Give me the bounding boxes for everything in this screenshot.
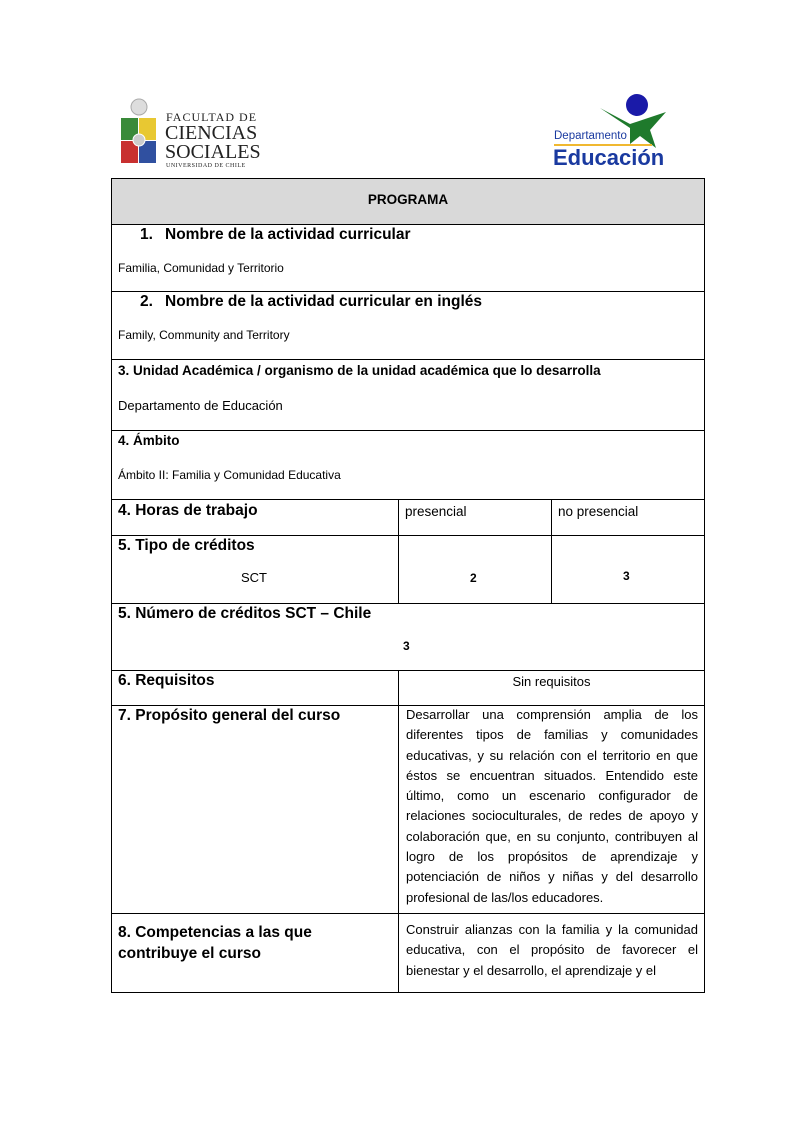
section-1-title: Nombre de la actividad curricular [165,226,411,243]
numero-value: 3 [403,639,410,653]
horas-no-presencial: no presencial [558,504,639,519]
section-3-value: Departamento de Educación [118,398,283,413]
proposito-label-cell [111,705,399,914]
facultad-logo [120,98,260,172]
section-2-number: 2. [140,293,153,310]
competencias-title: 8. Competencias a las que contribuye el curso [118,924,312,962]
section-1-number: 1. [140,226,153,243]
logo-text-educacion: Educación [553,145,665,170]
logo-text-facultad: FACULTAD DE [166,110,258,124]
logo-text-sociales: SOCIALES [165,141,261,163]
tipo-presencial-value: 2 [470,571,477,585]
numero-title: 5. Número de créditos SCT – Chile [118,605,372,622]
logo-text-ciencias: CIENCIAS [165,122,258,144]
university-crest-icon [120,98,158,170]
tipo-title: 5. Tipo de créditos [118,537,255,554]
horas-title: 4. Horas de trabajo [118,502,258,519]
departamento-logo [550,92,675,172]
section-2-title: Nombre de la actividad curricular en inglés [165,293,482,310]
proposito-title: 7. Propósito general del curso [118,707,341,724]
section-4-cell [111,430,705,500]
requisitos-value: Sin requisitos [512,674,591,689]
competencias-value: Construir alianzas con la familia y la comunidad educativa, con el propósito de favorecer el bienestar y el desarrollo, el aprendizaje y el [406,922,698,978]
table-header: PROGRAMA [367,192,449,207]
horas-presencial: presencial [405,504,467,519]
proposito-value: Desarrollar una comprensión amplia de los diferentes tipos de familias y comunidades educativas, y su relación con el territorio en que éstos se encuentran situados. Entendido este último, como un escenario configurador de relaciones socioculturales, de redes de apoyo y colaboración que, en su conjunto, contribuyen al logro de los propósitos de aprendizaje y potenciación de niños y niñas y del desarrollo profesional de las/los educadores. [406,707,698,905]
figure-icon [590,92,670,152]
section-1-value: Familia, Comunidad y Territorio [118,261,284,275]
tipo-value: SCT [241,570,267,585]
section-4-title: 4. Ámbito [118,433,180,448]
logo-text-universidad: UNIVERSIDAD DE CHILE [166,163,246,169]
logo-text-departamento: Departamento [554,130,627,142]
tipo-no-presencial-value: 3 [623,569,630,583]
section-4-value: Ámbito II: Familia y Comunidad Educativa [118,468,341,482]
section-2-value: Family, Community and Territory [118,328,290,342]
requisitos-title: 6. Requisitos [118,672,215,689]
tipo-presencial-cell [398,535,552,604]
section-3-title: 3. Unidad Académica / organismo de la unidad académica que lo desarrolla [118,363,601,378]
